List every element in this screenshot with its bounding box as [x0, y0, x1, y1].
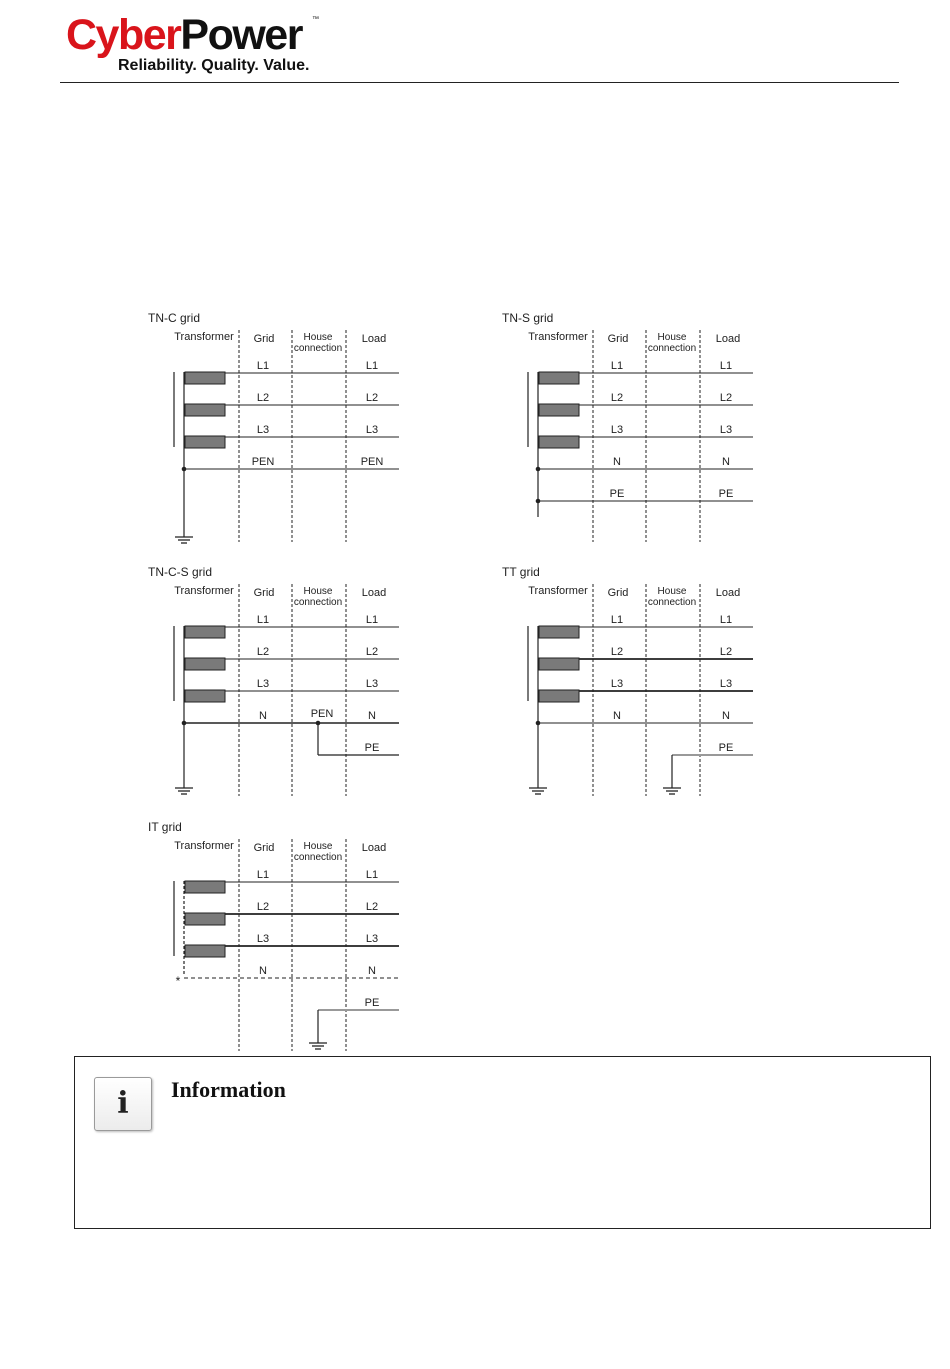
transformer-winding-1: [185, 881, 225, 893]
transformer-winding-3: [539, 436, 579, 448]
pe-conductor-label: PE: [364, 742, 380, 754]
col-transformer: Transformer: [174, 331, 234, 343]
grid-conductor-label: PE: [609, 488, 625, 500]
col-house-1: House: [303, 841, 333, 852]
grid-conductor-label: L2: [256, 901, 270, 913]
pe-conductor-label: PE: [364, 997, 380, 1009]
pe-conductor-label: PE: [718, 742, 734, 754]
transformer-winding-2: [539, 658, 579, 670]
transformer-winding-1: [539, 372, 579, 384]
col-house-1: House: [657, 332, 687, 343]
col-house-2: connection: [293, 852, 343, 863]
grid-panel-2: [502, 311, 753, 542]
grid-panel-1: [148, 311, 399, 543]
grid-conductor-label: N: [259, 710, 267, 722]
col-transformer: Transformer: [174, 840, 234, 852]
brand-power: Power: [180, 11, 302, 59]
grid-conductor-label: L1: [610, 360, 624, 372]
load-conductor-label: L3: [719, 678, 733, 690]
brand-tagline: Reliability. Quality. Value.: [118, 57, 310, 74]
grid-title: TT grid: [502, 565, 540, 579]
grid-conductor-label: L3: [256, 424, 270, 436]
house-pen-label: PEN: [310, 708, 334, 720]
load-conductor-label: L1: [365, 360, 379, 372]
grid-title: TN-C grid: [148, 311, 201, 325]
grid-conductor-label: L3: [610, 424, 624, 436]
load-conductor-label: L2: [365, 901, 379, 913]
transformer-winding-3: [185, 945, 225, 957]
load-conductor-label: N: [368, 965, 376, 977]
load-conductor-label: L3: [365, 678, 379, 690]
load-conductor-label: N: [722, 456, 730, 468]
grid-panel-3: [148, 565, 399, 796]
transformer-winding-1: [185, 626, 225, 638]
impedance-star: *: [175, 974, 181, 988]
col-house-2: connection: [293, 597, 343, 608]
grid-systems-diagram: [140, 300, 760, 1060]
transformer-winding-3: [539, 690, 579, 702]
load-conductor-label: N: [722, 710, 730, 722]
transformer-winding-3: [185, 436, 225, 448]
grid-panel-4: [502, 565, 753, 796]
grid-conductor-label: L2: [610, 392, 624, 404]
grid-conductor-label: N: [259, 965, 267, 977]
transformer-winding-2: [185, 404, 225, 416]
grid-conductor-label: L2: [610, 646, 624, 658]
col-grid: Grid: [607, 333, 629, 345]
load-conductor-label: L2: [719, 392, 733, 404]
grid-conductor-label: L3: [610, 678, 624, 690]
info-icon-glyph: i: [117, 1086, 129, 1121]
brand-name: [66, 10, 302, 60]
load-conductor-label: L3: [719, 424, 733, 436]
transformer-winding-1: [539, 626, 579, 638]
col-grid: Grid: [253, 333, 275, 345]
col-load: Load: [715, 587, 741, 599]
grid-conductor-label: L2: [256, 392, 270, 404]
col-house-1: House: [303, 586, 333, 597]
grid-conductor-label: L2: [256, 646, 270, 658]
load-conductor-label: L3: [365, 424, 379, 436]
col-house-2: connection: [647, 597, 697, 608]
col-house-1: House: [657, 586, 687, 597]
grid-title: TN-C-S grid: [148, 565, 213, 579]
transformer-winding-2: [539, 404, 579, 416]
load-conductor-label: PEN: [360, 456, 384, 468]
grid-conductor-label: L1: [256, 614, 270, 626]
grid-conductor-label: N: [613, 710, 621, 722]
load-conductor-label: L1: [719, 360, 733, 372]
load-conductor-label: L2: [365, 646, 379, 658]
col-house-1: House: [303, 332, 333, 343]
information-title: Information: [171, 1077, 286, 1102]
grid-panel-5: [148, 820, 399, 1051]
trademark-symbol: ™: [312, 16, 319, 23]
grid-title: IT grid: [148, 820, 182, 834]
grid-conductor-label: N: [613, 456, 621, 468]
col-transformer: Transformer: [528, 331, 588, 343]
load-conductor-label: PE: [718, 488, 734, 500]
load-conductor-label: N: [368, 710, 376, 722]
earth-ground-symbol: [175, 788, 193, 794]
info-icon: [94, 1077, 152, 1131]
col-load: Load: [361, 587, 387, 599]
pe-ground-symbol: [663, 788, 681, 794]
col-load: Load: [361, 333, 387, 345]
brand-cyber: Cyber: [66, 11, 181, 59]
cyberpower-logo: [66, 10, 336, 78]
col-load: Load: [715, 333, 741, 345]
load-conductor-label: L1: [719, 614, 733, 626]
information-box: [74, 1056, 931, 1229]
col-grid: Grid: [607, 587, 629, 599]
pe-ground-symbol: [309, 1043, 327, 1049]
transformer-winding-2: [185, 913, 225, 925]
earth-ground-symbol: [529, 788, 547, 794]
grid-conductor-label: L3: [256, 678, 270, 690]
grid-conductor-label: L1: [256, 360, 270, 372]
transformer-winding-2: [185, 658, 225, 670]
load-conductor-label: L1: [365, 614, 379, 626]
load-conductor-label: L3: [365, 933, 379, 945]
col-transformer: Transformer: [528, 585, 588, 597]
transformer-winding-3: [185, 690, 225, 702]
grid-conductor-label: L1: [610, 614, 624, 626]
col-transformer: Transformer: [174, 585, 234, 597]
header-divider: [60, 82, 899, 83]
grid-conductor-label: PEN: [251, 456, 275, 468]
col-house-2: connection: [647, 343, 697, 354]
grid-title: TN-S grid: [502, 311, 554, 325]
load-conductor-label: L1: [365, 869, 379, 881]
col-grid: Grid: [253, 587, 275, 599]
grid-conductor-label: L3: [256, 933, 270, 945]
transformer-winding-1: [185, 372, 225, 384]
col-load: Load: [361, 842, 387, 854]
col-grid: Grid: [253, 842, 275, 854]
load-conductor-label: L2: [365, 392, 379, 404]
col-house-2: connection: [293, 343, 343, 354]
earth-ground-symbol: [175, 537, 193, 543]
load-conductor-label: L2: [719, 646, 733, 658]
grid-conductor-label: L1: [256, 869, 270, 881]
